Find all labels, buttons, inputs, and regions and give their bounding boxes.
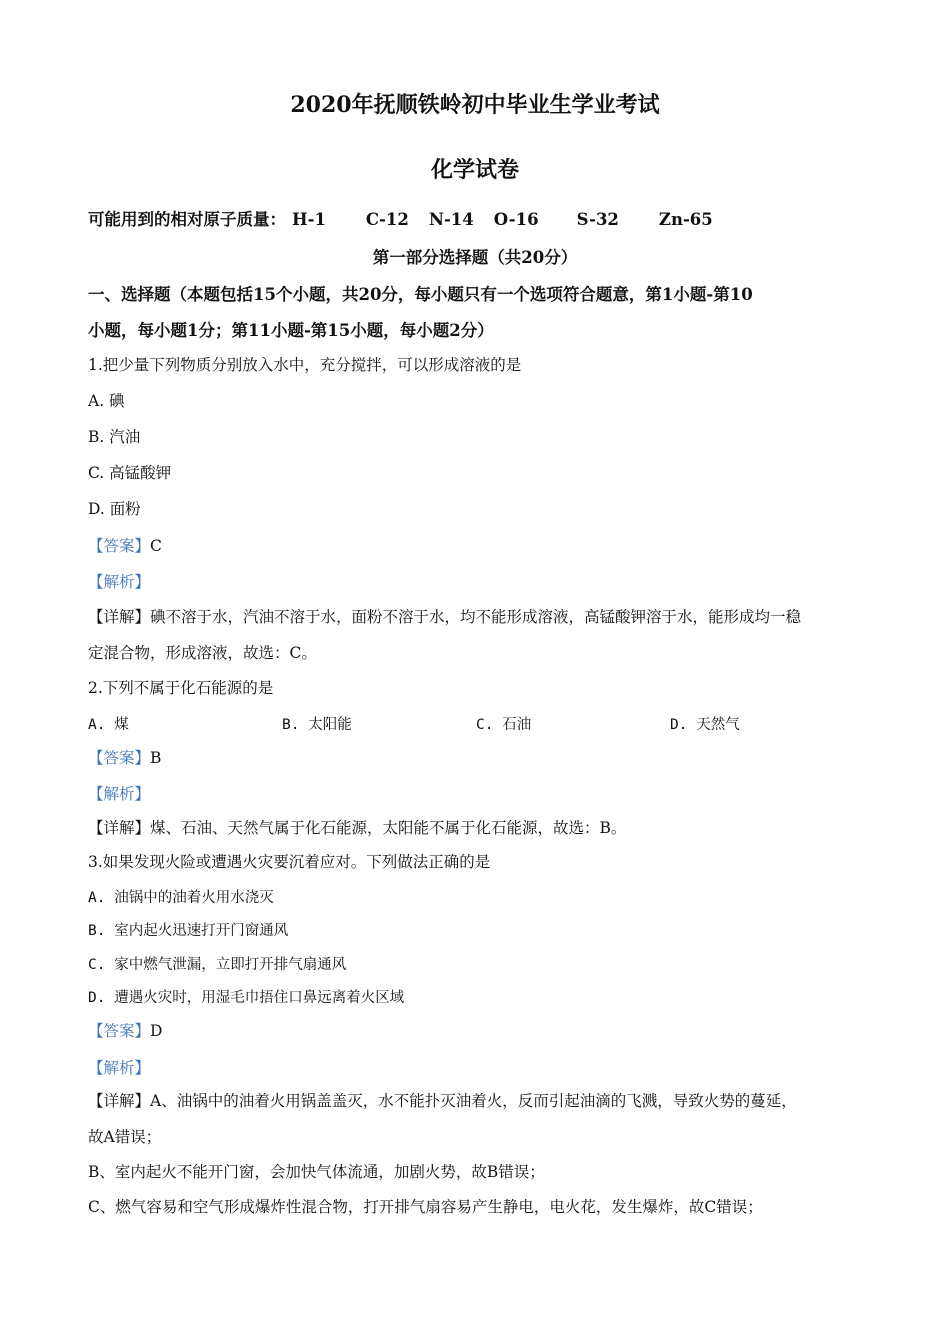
option-a: A. 油锅中的油着火用水浇灭: [88, 890, 274, 906]
answer-value: D: [150, 1022, 163, 1040]
option-b: B. 室内起火迅速打开门窗通风: [88, 923, 289, 939]
question-stem: 2.下列不属于化石能源的是: [88, 679, 274, 697]
option-c: C. 石油: [476, 717, 532, 733]
atomic-mass-item: Zn-65: [658, 210, 713, 229]
answer-line: [88, 746, 161, 768]
part1-title: 第一部分选择题（共20分）: [372, 248, 578, 267]
detail-line: [88, 1089, 797, 1111]
option-d: D. 天然气: [670, 717, 740, 733]
detail-line: [88, 605, 801, 627]
detail-text: B、室内起火不能开门窗，会加快气体流通，加剧火势，故B错误；: [88, 1163, 545, 1181]
analysis-label: 【解析】: [88, 785, 151, 803]
analysis-label: 【解析】: [88, 573, 151, 591]
atomic-mass-item: H-1: [292, 210, 326, 229]
question-stem: 3.如果发现火险或遭遇火灾要沉着应对。下列做法正确的是: [88, 853, 491, 871]
option-b: B. 太阳能: [282, 717, 352, 733]
page-title: 2020年抚顺铁岭初中毕业生学业考试: [290, 92, 660, 118]
detail-text: 碘不溶于水，汽油不溶于水，面粉不溶于水，均不能形成溶液，高锰酸钾溶于水，能形成均一稳: [150, 608, 802, 626]
option-b: B. 汽油: [88, 428, 141, 446]
detail-label: 【详解】: [88, 819, 151, 837]
question-stem: 1.把少量下列物质分别放入水中，充分搅拌，可以形成溶液的是: [88, 356, 522, 374]
option-d: D. 遭遇火灾时，用湿毛巾捂住口鼻远离着火区域: [88, 990, 405, 1006]
analysis-label: 【解析】: [88, 1059, 151, 1077]
detail-text: 故A错误；: [88, 1128, 162, 1146]
answer-label: 【答案】: [88, 749, 151, 767]
answer-label: 【答案】: [88, 1022, 151, 1040]
answer-value: C: [150, 537, 162, 555]
detail-line: [88, 816, 626, 838]
detail-text: C、燃气容易和空气形成爆炸性混合物，打开排气扇容易产生静电，电火花，发生爆炸，故C错误；: [88, 1198, 763, 1216]
detail-text: 定混合物，形成溶液，故选：C。: [88, 644, 317, 662]
option-a: A. 煤: [88, 717, 129, 733]
answer-line: [88, 534, 162, 556]
detail-label: 【详解】: [88, 1092, 151, 1110]
option-a: A. 碘: [88, 392, 125, 410]
answer-label: 【答案】: [88, 537, 151, 555]
option-d: D. 面粉: [88, 500, 141, 518]
atomic-mass-line: [88, 206, 713, 230]
atomic-mass-label: 可能用到的相对原子质量：: [88, 210, 286, 229]
atomic-mass-item: N-14: [428, 210, 474, 229]
page-subtitle: 化学试卷: [430, 157, 519, 183]
atomic-mass-item: C-12: [365, 210, 409, 229]
detail-text: A、油锅中的油着火用锅盖盖灭，水不能扑灭油着火，反而引起油滴的飞溅，导致火势的蔓延，: [150, 1092, 797, 1110]
detail-text: 煤、石油、天然气属于化石能源，太阳能不属于化石能源，故选：B。: [150, 819, 627, 837]
detail-label: 【详解】: [88, 608, 151, 626]
section-instructions-line1: 一、选择题（本题包括15个小题，共20分，每小题只有一个选项符合题意，第1小题-第10: [88, 285, 753, 304]
option-c: C. 高锰酸钾: [88, 464, 172, 482]
atomic-mass-item: S-32: [576, 210, 619, 229]
answer-line: [88, 1019, 162, 1041]
section-instructions-line2: 小题，每小题1分；第11小题-第15小题，每小题2分）: [88, 321, 494, 340]
answer-value: B: [150, 749, 162, 767]
option-c: C. 家中燃气泄漏，立即打开排气扇通风: [88, 957, 347, 973]
atomic-mass-item: O-16: [493, 210, 539, 229]
